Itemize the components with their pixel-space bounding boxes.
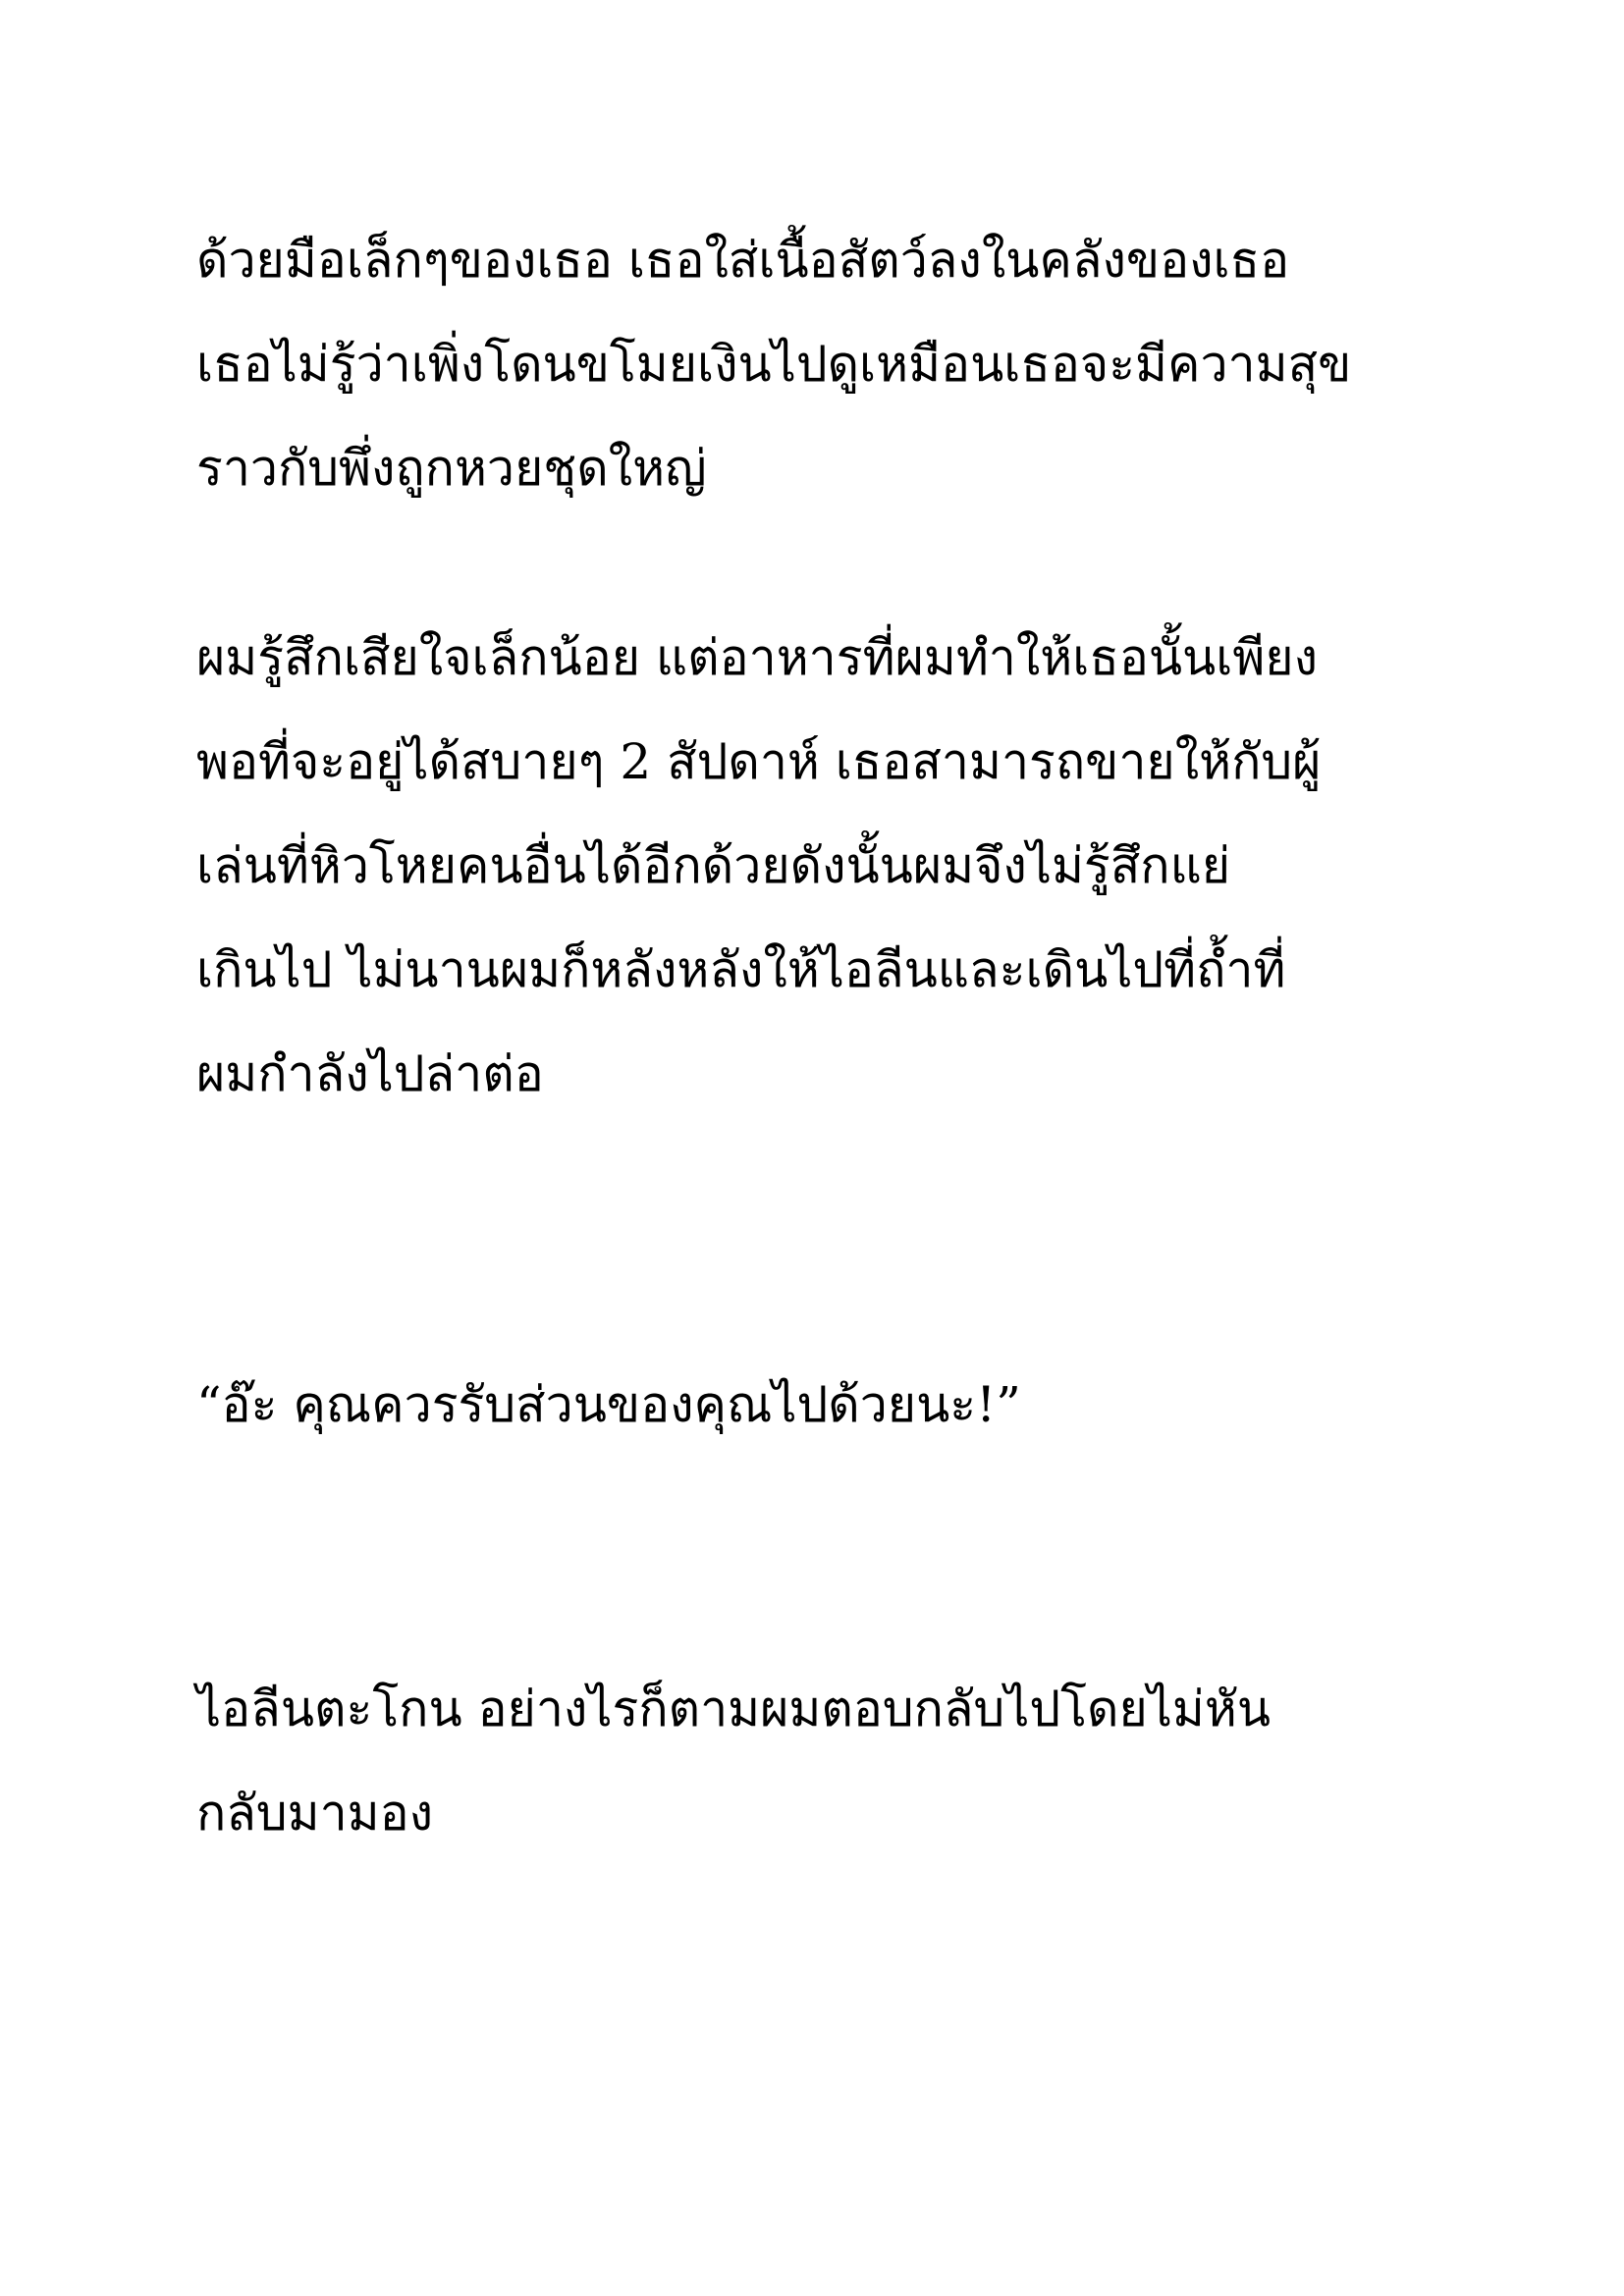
text-line: “อ๊ะ คุณควรรับส่วนของคุณไปด้วยนะ!” bbox=[196, 1376, 1021, 1433]
paragraph bbox=[196, 208, 1434, 520]
text-line: ราวกับพึ่งถูกหวยชุดใหญ่ bbox=[196, 440, 707, 497]
text-line: ไอลีนตะโกน อย่างไรก็ตามผมตอบกลับไปโดยไม่หัน bbox=[196, 1681, 1272, 1737]
text-line: ด้วยมือเล็กๆของเธอ เธอใส่เนื้อสัตว์ลงในคลังของเธอ bbox=[196, 232, 1290, 289]
paragraph bbox=[196, 1657, 1434, 1865]
text-line: เล่นที่หิวโหยคนอื่นได้อีกด้วยดังนั้นผมจึงไม่รู้สึกแย่ bbox=[196, 837, 1231, 894]
text-line: ผมรู้สึกเสียใจเล็กน้อย แต่อาหารที่ผมทำให้เธอนั้นเพียง bbox=[196, 629, 1318, 686]
text-line: เธอไม่รู้ว่าเพิ่งโดนขโมยเงินไปดูเหมือนเธอจะมีความสุข bbox=[196, 336, 1352, 393]
text-line: ผมกำลังไปล่าต่อ bbox=[196, 1045, 544, 1102]
dialogue-quote bbox=[196, 1353, 1434, 1457]
text-line: กลับมามอง bbox=[196, 1785, 434, 1842]
paragraph bbox=[196, 606, 1434, 1126]
text-line: เกินไป ไม่นานผมก็หลังหลังให้ไอลีนและเดินไปที่ถ้ำที่ bbox=[196, 941, 1286, 998]
text-line: พอที่จะอยู่ได้สบายๆ 2 สัปดาห์ เธอสามารถขายให้กับผู้ bbox=[196, 733, 1322, 790]
